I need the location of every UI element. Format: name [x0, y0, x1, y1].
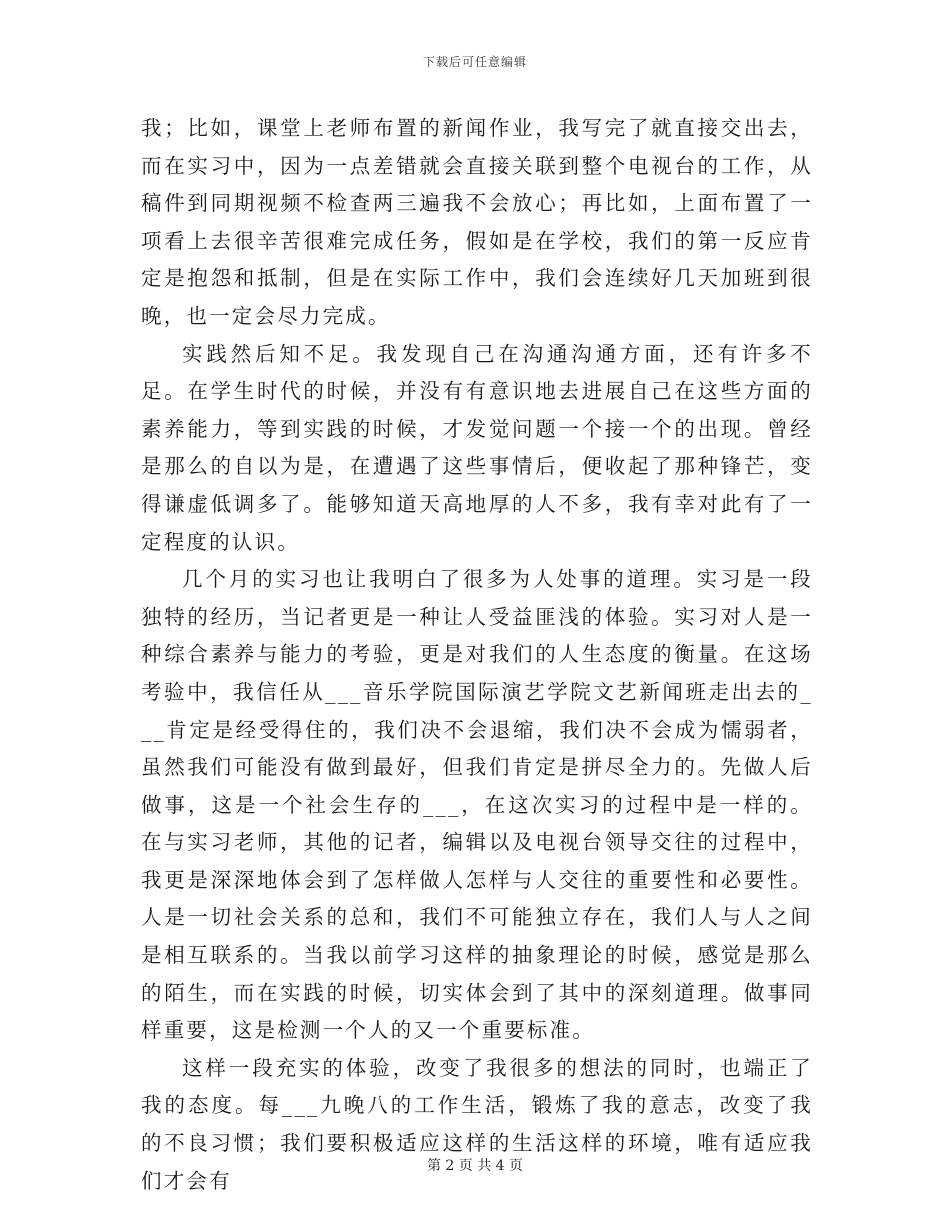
- paragraph-2: 实践然后知不足。我发现自己在沟通沟通方面，还有许多不足。在学生时代的时候，并没有有意识地去进展自己在这些方面的素养能力，等到实践的时候，才发觉问题一个接一个的出现。曾经是那么的自以为是，在遭遇了这些事情后，便收起了那种锋芒，变得谦虚低调多了。能够知道天高地厚的人不多，我有幸对此有了一定程度的认识。: [141, 341, 813, 554]
- paragraph-3: 几个月的实习也让我明白了很多为人处事的道理。实习是一段独特的经历，当记者更是一种让人受益匪浅的体验。实习对人是一种综合素养与能力的考验，更是对我们的人生态度的衡量。在这场考验中，我信任从___音乐学院国际演艺学院文艺新闻班走出去的___肯定是经受得住的，我们决不会退缩，我们决不会成为懦弱者，虽然我们可能没有做到最好，但我们肯定是拼尽全力的。先做人后做事，这是一个社会生存的___，在这次实习的过程中是一样的。在与实习老师，其他的记者，编辑以及电视台领导交往的过程中，我更是深深地体会到了怎样做人怎样与人交往的重要性和必要性。人是一切社会关系的总和，我们不可能独立存在，我们人与人之间是相互联系的。当我以前学习这样的抽象理论的时候，感觉是那么的陌生，而在实践的时候，切实体会到了其中的深刻道理。做事同样重要，这是检测一个人的又一个重要标准。: [141, 567, 813, 1043]
- paragraph-4: 这样一段充实的体验，改变了我很多的想法的同时，也端正了我的态度。每___九晚八的工作生活，锻炼了我的意志，改变了我的不良习惯；我们要积极适应这样的生活这样的环境，唯有适应我们才会有: [141, 1055, 813, 1193]
- page-footer: 第 2 页 共 4 页: [426, 1158, 524, 1174]
- paragraph-1: 我；比如，课堂上老师布置的新闻作业，我写完了就直接交出去，而在实习中，因为一点差错就会直接关联到整个电视台的工作，从稿件到同期视频不检查两三遍我不会放心；再比如，上面布置了一项看上去很辛苦很难完成任务，假如是在学校，我们的第一反应肯定是抱怨和抵制，但是在实际工作中，我们会连续好几天加班到很晚，也一定会尽力完成。: [141, 116, 813, 328]
- document-body: [141, 110, 813, 1200]
- page-header: 下载后可任意编辑: [422, 55, 527, 69]
